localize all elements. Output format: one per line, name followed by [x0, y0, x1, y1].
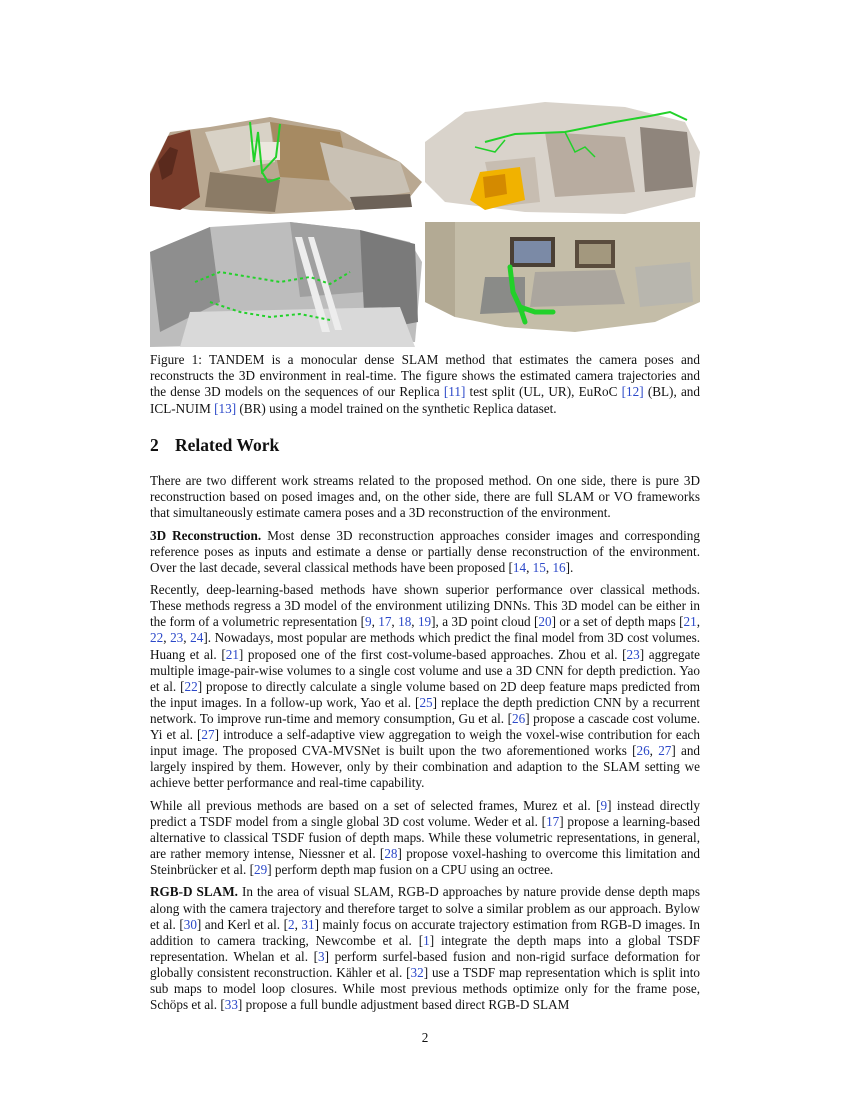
citation-link[interactable]: 14: [512, 559, 527, 575]
citation-link[interactable]: 27: [201, 727, 215, 742]
text-run: ] or a set of depth maps [: [551, 614, 684, 630]
text-run: ,: [411, 614, 418, 630]
figure-panel-ur: [425, 102, 700, 217]
paragraph: [150, 473, 700, 521]
body-text: [150, 473, 700, 1019]
citation-link[interactable]: 28: [384, 845, 398, 861]
citation-link[interactable]: 23: [170, 630, 184, 646]
text-run: ] aggregate multiple image-pair-wise volumes to a single cost volume and use a 3D CNN for depth prediction. Yao et al. [: [150, 646, 700, 694]
text-run: Figure 1: TANDEM is a monocular dense SLAM method that estimates the camera poses and reconstructs the 3D environment in real-time. The figure shows the estimated camera trajectories and the dense 3D models on the sequences of our Replica: [150, 352, 700, 400]
citation-link[interactable]: 26: [636, 743, 650, 759]
text-run: ,: [391, 614, 399, 630]
figure-panel-bl: [150, 222, 422, 347]
text-run: ,: [294, 916, 302, 932]
citation-link[interactable]: 31: [301, 916, 315, 932]
citation-link[interactable]: 26: [512, 710, 526, 726]
text-run: ,: [696, 614, 701, 630]
text-run: ] perform depth map fusion on a CPU using an octree.: [267, 862, 554, 878]
paragraph: [150, 528, 700, 576]
section-title: Related Work: [175, 435, 280, 455]
citation-link[interactable]: 18: [398, 614, 412, 630]
text-run: ,: [183, 630, 191, 646]
citation-link[interactable]: 21: [683, 614, 697, 630]
citation-link[interactable]: 2: [287, 916, 295, 932]
citation-link[interactable]: 32: [410, 964, 424, 980]
text-run: There are two different work streams related to the proposed method. On one side, there is pure 3D reconstruction based on posed images and, on the other side, there are full SLAM or VO frameworks that simultaneously estimate camera poses and a 3D reconstruction of the environment.: [150, 473, 700, 521]
citation-link[interactable]: 9: [600, 797, 608, 813]
citation-link[interactable]: 16: [552, 559, 566, 575]
text-run: While all previous methods are based on a set of selected frames, Murez et al. [: [150, 797, 601, 813]
citation-link[interactable]: 22: [184, 678, 198, 694]
text-run: ].: [565, 559, 574, 575]
page-number: 2: [421, 1030, 429, 1045]
text-run: (BL), and ICL-NUIM: [150, 384, 700, 416]
text-run: ] mainly focus on accurate trajectory estimation from RGB-D images. In addition to camera tracking, Newcombe et al. [: [150, 916, 700, 948]
text-run: ,: [649, 743, 659, 759]
text-run: ] propose a cascade cost volume. Yi et al. [: [150, 710, 700, 742]
figure-1: [150, 102, 700, 347]
paragraph: [150, 798, 700, 878]
reconstruction-br-image: [425, 222, 700, 347]
figure-panel-ul: [150, 102, 422, 217]
text-run: ] and Kerl et al. [: [196, 916, 288, 932]
citation-link[interactable]: 33: [224, 997, 238, 1013]
text-run: ] propose to directly calculate a single volume based on 2D deep feature maps predicted from the input images. In a follow-up work, Yao et al. [: [150, 678, 700, 710]
reconstruction-ul-image: [150, 102, 422, 217]
text-run: ] propose a learning-based alternative to classical TSDF fusion of depth maps. While these volumetric representations, in general, are rather memory intense, Niessner et al. [: [150, 813, 701, 861]
citation-link[interactable]: 3: [318, 948, 325, 964]
text-run: ,: [526, 559, 533, 575]
text-run: ] proposed one of the first cost-volume-based approaches. Zhou et al. [: [238, 646, 627, 662]
text-run: ] perform surfel-based fusion and non-rigid surface deformation for globally consistent reconstruction. Kähler et al. [: [150, 948, 701, 980]
citation-link[interactable]: 20: [538, 614, 552, 630]
section-number: 2: [150, 435, 159, 455]
citation-link[interactable]: 27: [658, 743, 672, 759]
citation-link[interactable]: 24: [190, 630, 204, 646]
citation-link[interactable]: 21: [225, 646, 239, 662]
citation-link[interactable]: [11]: [443, 384, 466, 400]
text-run: Most dense 3D reconstruction approaches consider images and corresponding reference poses as inputs and estimate a dense or partially dense reconstruction of the environment. Over the last decade, several classical methods have been proposed [: [150, 527, 700, 575]
citation-link[interactable]: 17: [378, 614, 392, 630]
text-run: ] replace the depth prediction CNN by a recurrent network. To improve run-time and memory consumption, Gu et al. [: [150, 694, 700, 726]
text-run: ,: [163, 630, 171, 646]
paragraph-heading: RGB-D SLAM.: [150, 884, 238, 900]
paragraph: [150, 582, 700, 791]
citation-link[interactable]: 29: [254, 862, 268, 878]
citation-link[interactable]: [13]: [214, 400, 237, 416]
text-run: ] integrate the depth maps into a global TSDF representation. Whelan et al. [: [150, 932, 700, 964]
paragraph: [150, 884, 700, 1013]
text-run: ] and largely inspired by them. However, only by their combination and adaption to the SLAM setting we achieve better performance and real-time capability.: [150, 743, 701, 791]
text-run: test split (UL, UR), EuRoC: [465, 384, 622, 400]
citation-link[interactable]: 23: [626, 646, 640, 662]
citation-link[interactable]: 15: [532, 559, 546, 575]
text-run: ] introduce a self-adaptive view aggregation to weigh the voxel-wise contribution for each input image. The proposed CVA-MVSNet is built upon the two aforementioned works [: [150, 727, 701, 759]
citation-link[interactable]: 1: [423, 932, 430, 948]
text-run: ] propose voxel-hashing to overcome this limitation and Steinbrücker et al. [: [150, 845, 701, 878]
citation-link[interactable]: [12]: [621, 384, 644, 400]
citation-link[interactable]: 9: [364, 614, 372, 630]
text-run: ]. Nowadays, most popular are methods which predict the final model from 3D cost volumes. Huang et al. [: [150, 630, 701, 662]
text-run: Recently, deep-learning-based methods have shown superior performance over classical methods. These methods regress a 3D model of the environment utilizing DNNs. This 3D model can be either in the form of a volumetric representation [: [150, 582, 700, 630]
text-run: ] instead directly predict a TSDF model from a single global 3D cost volume. Weder et al. [: [150, 797, 700, 829]
citation-link[interactable]: 25: [419, 694, 433, 710]
text-run: ,: [371, 614, 379, 630]
reconstruction-bl-image: [150, 222, 422, 347]
figure-panel-br: [425, 222, 700, 347]
reconstruction-ur-image: [425, 102, 700, 217]
text-run: ], a 3D point cloud [: [431, 614, 539, 630]
citation-link[interactable]: 22: [150, 630, 164, 646]
text-run: ,: [545, 559, 553, 575]
section-heading: [150, 434, 700, 456]
text-run: ] use a TSDF map representation which is split into sub maps to model loop closures. While most previous methods optimize only for the frame pose, Schöps et al. [: [150, 964, 700, 1013]
paragraph-heading: 3D Reconstruction.: [150, 527, 262, 543]
text-run: (BR) using a model trained on the synthetic Replica dataset.: [236, 400, 557, 416]
figure-caption: [150, 352, 700, 417]
citation-link[interactable]: 30: [183, 916, 197, 932]
citation-link[interactable]: 17: [546, 813, 560, 829]
text-run: In the area of visual SLAM, RGB-D approaches by nature provide dense depth maps along with the camera trajectory and therefore target to solve a similar problem as our approach. Bylow et al. [: [150, 884, 700, 932]
text-run: ] propose a full bundle adjustment based direct RGB-D SLAM: [237, 997, 570, 1013]
citation-link[interactable]: 19: [417, 614, 432, 630]
